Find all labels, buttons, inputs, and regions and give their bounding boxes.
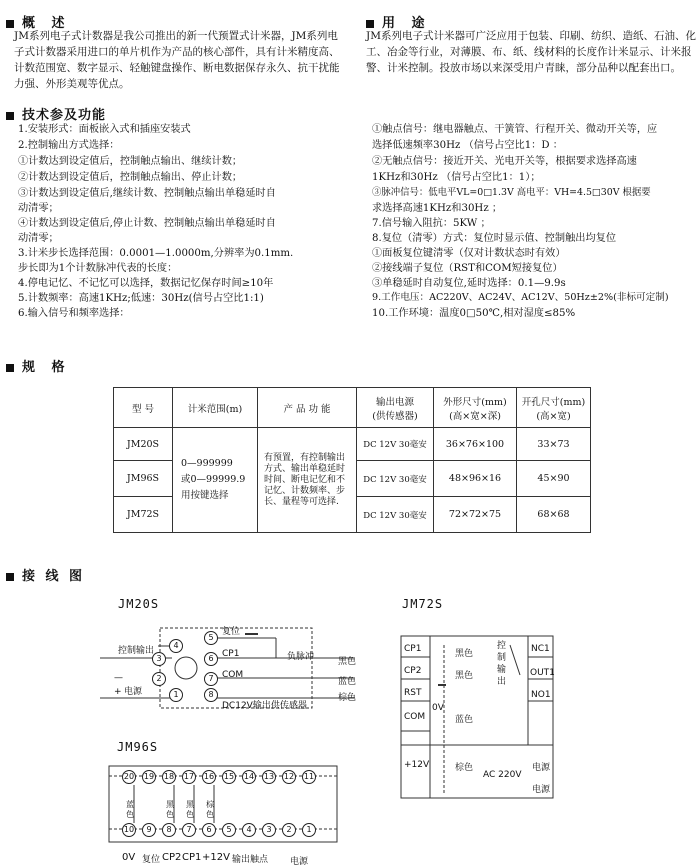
- terminal-19: 19: [142, 770, 156, 784]
- spec-item: ②接线端子复位（RST和COM短接复位）: [372, 263, 563, 274]
- plus12v-label: +12V: [404, 760, 430, 770]
- spec-item: ③计数达到设定值后,继续计数、控制触点输出单稳延时自: [18, 188, 276, 199]
- brown-wire-label: 棕色: [338, 693, 357, 703]
- hole-size-cell: 45×90: [517, 461, 591, 497]
- spec-item: 6.输入信号和频率选择：: [18, 308, 130, 319]
- cp1-label: CP1: [404, 644, 422, 654]
- 0v-label: 0V: [432, 703, 444, 713]
- hole-size-cell: 68×68: [517, 497, 591, 533]
- bullet-square-icon: [366, 20, 374, 28]
- brown-wire-label: 棕色: [206, 800, 214, 819]
- blue-wire-label: 蓝色: [455, 715, 474, 725]
- spec-item: 9.工作电压：AC220V、AC24V、AC12V、50Hz±2%(非标可定制): [372, 292, 669, 303]
- terminal-18: 18: [162, 770, 176, 784]
- terminal-1: 1: [302, 823, 316, 837]
- spec-table-title: 规 格: [22, 360, 71, 375]
- outer-size-cell: 36×76×100: [434, 428, 517, 461]
- spec-item: ④计数达到设定值后,停止计数、控制触点输出单稳延时自: [18, 218, 276, 229]
- table-header-cell: 产 品 功 能: [258, 388, 357, 428]
- model-cell: JM72S: [114, 497, 173, 533]
- bullet-square-icon: [6, 364, 14, 372]
- terminal-4: 4: [242, 823, 256, 837]
- terminal-8: 8: [162, 823, 176, 837]
- table-header-cell: 输出电源 (供传感器): [357, 388, 434, 428]
- jm96s-title: JM96S: [117, 740, 159, 754]
- spec-item: 动清零；: [18, 233, 59, 244]
- power-label: 电源: [290, 857, 309, 867]
- spec-item: 1.安装形式：面板嵌入式和插座安装式: [18, 124, 191, 135]
- terminal-6: 6: [204, 652, 218, 666]
- terminal-14: 14: [242, 770, 256, 784]
- plus12v-label: +12V: [202, 852, 230, 863]
- black-wire-label: 黑色: [166, 800, 174, 819]
- spec-item: ③脉冲信号：低电平VL=0□1.3V 高电平：VH=4.5□30V 根据要: [372, 187, 651, 198]
- terminal-5: 5: [204, 631, 218, 645]
- overview-title: 概 述: [22, 16, 71, 31]
- spec-item: 2.控制输出方式选择：: [18, 140, 120, 151]
- terminal-20: 20: [122, 770, 136, 784]
- terminal-11: 11: [302, 770, 316, 784]
- model-cell: JM96S: [114, 461, 173, 497]
- ac-220v-label: AC 220V: [483, 770, 522, 780]
- spec-item: ②无触点信号：接近开关、光电开关等，根据要求选择高速: [372, 156, 637, 167]
- nc1-label: NC1: [531, 644, 550, 654]
- terminal-1: 1: [169, 688, 183, 702]
- terminal-3: 3: [262, 823, 276, 837]
- model-cell: JM20S: [114, 428, 173, 461]
- spec-item: 步长即为1个计数脉冲代表的长度：: [18, 263, 178, 274]
- spec-item: ①触点信号：继电器触点、干簧管、行程开关、微动开关等，应: [372, 124, 658, 135]
- black-wire-label: 黑色: [186, 800, 194, 819]
- table-header-cell: 计米范围(m): [173, 388, 258, 428]
- brown-wire-label: 棕色: [455, 763, 474, 773]
- terminal-10: 10: [122, 823, 136, 837]
- usage-text: JM系列电子式计米器可广泛应用于包装、印刷、纺织、造纸、石油、化工、冶金等行业，对薄膜、布、纸、线材料的长度作计米显示、计米报警、计米控制。投放市场以来深受用户青睐，部分品种以配套出口。: [366, 30, 696, 74]
- output-contact-label: 输出触点: [232, 855, 269, 865]
- terminal-15: 15: [222, 770, 236, 784]
- usage-title: 用 途: [382, 16, 431, 31]
- spec-item: ①计数达到设定值后，控制触点输出、继续计数；: [18, 156, 243, 167]
- spec-table: [113, 387, 591, 533]
- com-label: COM: [222, 670, 244, 680]
- terminal-8: 8: [204, 688, 218, 702]
- terminal-12: 12: [282, 770, 296, 784]
- spec-item: ③单稳延时自动复位,延时选择：0.1—9.9s: [372, 278, 566, 289]
- spec-item: 3.计米步长选择范围：0.0001—1.0000m,分辨率为0.1mm.: [18, 248, 294, 259]
- power-label: 电源: [124, 687, 143, 697]
- terminal-4: 4: [169, 639, 183, 653]
- spec-item: 动清零；: [18, 203, 59, 214]
- black-wire-label: 黑色: [455, 649, 474, 659]
- bullet-square-icon: [6, 573, 14, 581]
- table-header-cell: 型 号: [114, 388, 173, 428]
- spec-item: 选择低速频率30Hz （信号占空比1：D ：: [372, 140, 563, 151]
- table-header-cell: 开孔尺寸(mm) (高×宽): [517, 388, 591, 428]
- black-wire-label: 黑色: [455, 671, 474, 681]
- negative-pulse-label: 负脉冲: [287, 652, 315, 662]
- power-cell: DC 12V 30毫安: [357, 461, 434, 497]
- bullet-square-icon: [6, 112, 14, 120]
- specs-title: 技术参及功能: [22, 108, 107, 123]
- wiring-title: 接 线 图: [22, 569, 86, 584]
- out1-label: OUT1: [530, 668, 555, 678]
- no1-label: NO1: [531, 690, 551, 700]
- hole-size-cell: 33×73: [517, 428, 591, 461]
- outer-size-cell: 48×96×16: [434, 461, 517, 497]
- terminal-7: 7: [204, 672, 218, 686]
- overview-text: JM系列电子式计数器是我公司推出的新一代预置式计米器，JM系列电子式计数器采用进口的单片机作为产品的核心部件，具有计米精度高、计数范围宽、数字显示、轻触键盘操作、断电数据保存永久、抗干扰能力强、外形美观等优点。: [14, 30, 340, 90]
- terminal-9: 9: [142, 823, 156, 837]
- spec-table-heading: [6, 356, 71, 375]
- terminal-7: 7: [182, 823, 196, 837]
- com-label: COM: [404, 712, 426, 722]
- cp1-label: CP1: [182, 852, 202, 863]
- spec-item: 8.复位（清零）方式：复位时显示值、控制触出均复位: [372, 233, 617, 244]
- cp2-label: CP2: [404, 666, 422, 676]
- terminal-6: 6: [202, 823, 216, 837]
- spec-item: 1KHz和30Hz （信号占空比1：1）；: [372, 172, 541, 183]
- blue-wire-label: 蓝色: [126, 800, 134, 819]
- control-output-label: 控制输出: [497, 641, 507, 687]
- terminal-3: 3: [152, 652, 166, 666]
- jm72s-title: JM72S: [402, 597, 444, 611]
- spec-item: 求选择高速1KHz和30Hz ；: [372, 203, 503, 214]
- spec-item: ②计数达到设定值后，控制触点输出、停止计数；: [18, 172, 243, 183]
- spec-item: 10.工作环境：温度0□50℃,相对湿度≤85%: [372, 308, 576, 319]
- function-cell: 有预置，有控制输出方式、输出单稳延时时间、断电记忆和不记忆、计数频率、步长、量程等可选择.: [258, 428, 357, 533]
- power-label: 电源: [532, 785, 551, 795]
- power-label: 电源: [532, 763, 551, 773]
- bullet-square-icon: [6, 20, 14, 28]
- terminal-17: 17: [182, 770, 196, 784]
- range-cell: 0—999999 或0—99999.9 用按键选择: [173, 428, 258, 533]
- terminal-5: 5: [222, 823, 236, 837]
- spec-item: 4.停电记忆、不记忆可以选择，数据记忆保存时间≥10年: [18, 278, 274, 289]
- table-header-cell: 外形尺寸(mm) (高×宽×深): [434, 388, 517, 428]
- table-header-row: [114, 388, 591, 428]
- jm20s-title: JM20S: [118, 597, 160, 611]
- terminal-2: 2: [282, 823, 296, 837]
- outer-size-cell: 72×72×75: [434, 497, 517, 533]
- table-row: [114, 428, 591, 461]
- dc-output-label: DC12V输出供传感器: [222, 701, 307, 711]
- power-cell: DC 12V 30毫安: [357, 497, 434, 533]
- terminal-2: 2: [152, 672, 166, 686]
- reset-label: 复位: [222, 627, 241, 637]
- spec-item: 5.计数频率：高速1KHz;低速：30Hz(信号占空比1:1): [18, 293, 264, 304]
- spec-item: 7.信号输入阻抗：5KW ；: [372, 218, 491, 229]
- rst-label: RST: [404, 688, 422, 698]
- 0v-label: 0V: [122, 852, 136, 863]
- wiring-heading: [6, 565, 85, 584]
- power-cell: DC 12V 30毫安: [357, 428, 434, 461]
- control-output-label: 控制输出: [118, 646, 155, 656]
- spec-item: ①面板复位键清零（仅对计数状态时有效）: [372, 248, 566, 259]
- cp1-label: CP1: [222, 649, 240, 659]
- minus-label: —: [114, 673, 123, 683]
- plus-label: +: [114, 687, 122, 697]
- reset-label: 复位: [142, 855, 161, 865]
- terminal-13: 13: [262, 770, 276, 784]
- terminal-16: 16: [202, 770, 216, 784]
- black-wire-label: 黑色: [338, 657, 357, 667]
- blue-wire-label: 蓝色: [338, 677, 357, 687]
- cp2-label: CP2: [162, 852, 182, 863]
